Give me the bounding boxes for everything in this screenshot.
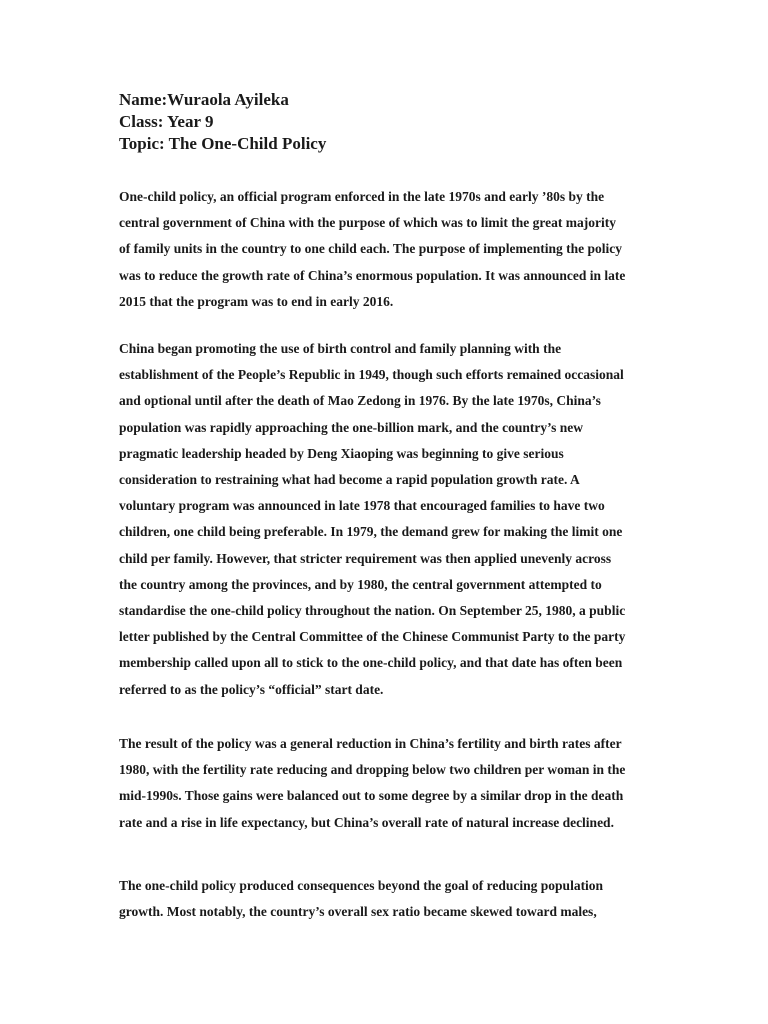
- student-name: Name:Wuraola Ayileka: [119, 90, 289, 109]
- paragraph-results: The result of the policy was a general reduction in China’s fertility and birth rates after 1980, with the fertility rate reducing and dropping below two children per woman in the mid-1990s. Those gains were balanced out to some degree by a similar drop in the death rate and a rise in life expectancy, but China’s overall rate of natural increase declined.: [119, 736, 626, 830]
- student-class: Class: Year 9: [119, 112, 214, 131]
- paragraph-intro: One-child policy, an official program enforced in the late 1970s and early ’80s by the central government of China with the purpose of which was to limit the great majority of family units in the country to one child each. The purpose of implementing the policy was to reduce the growth rate of China’s enormous population. It was announced in late 2015 that the program was to end in early 2016.: [119, 189, 626, 309]
- essay-topic: Topic: The One-Child Policy: [119, 134, 327, 153]
- paragraph-history: China began promoting the use of birth control and family planning with the establishment of the People’s Republic in 1949, though such efforts remained occasional and optional until after the death of Mao Zedong in 1976. By the late 1970s, China’s population was rapidly approaching the one-billion mark, and the country’s new pragmatic leadership headed by Deng Xiaoping was beginning to give serious consideration to restraining what had become a rapid population growth rate. A voluntary program was announced in late 1978 that encouraged families to have two children, one child being preferable. In 1979, the demand grew for making the limit one child per family. However, that stricter requirement was then applied unevenly across the country among the provinces, and by 1980, the central government attempted to standardise the one-child policy throughout the nation. On September 25, 1980, a public letter published by the Central Committee of the Chinese Communist Party to the party membership called upon all to stick to the one-child policy, and that date has often been referred to as the policy’s “official” start date.: [119, 341, 626, 697]
- paragraph-consequences: The one-child policy produced consequences beyond the goal of reducing population growth. Most notably, the country’s overall sex ratio became skewed toward males,: [119, 878, 604, 920]
- document-header: [119, 89, 326, 155]
